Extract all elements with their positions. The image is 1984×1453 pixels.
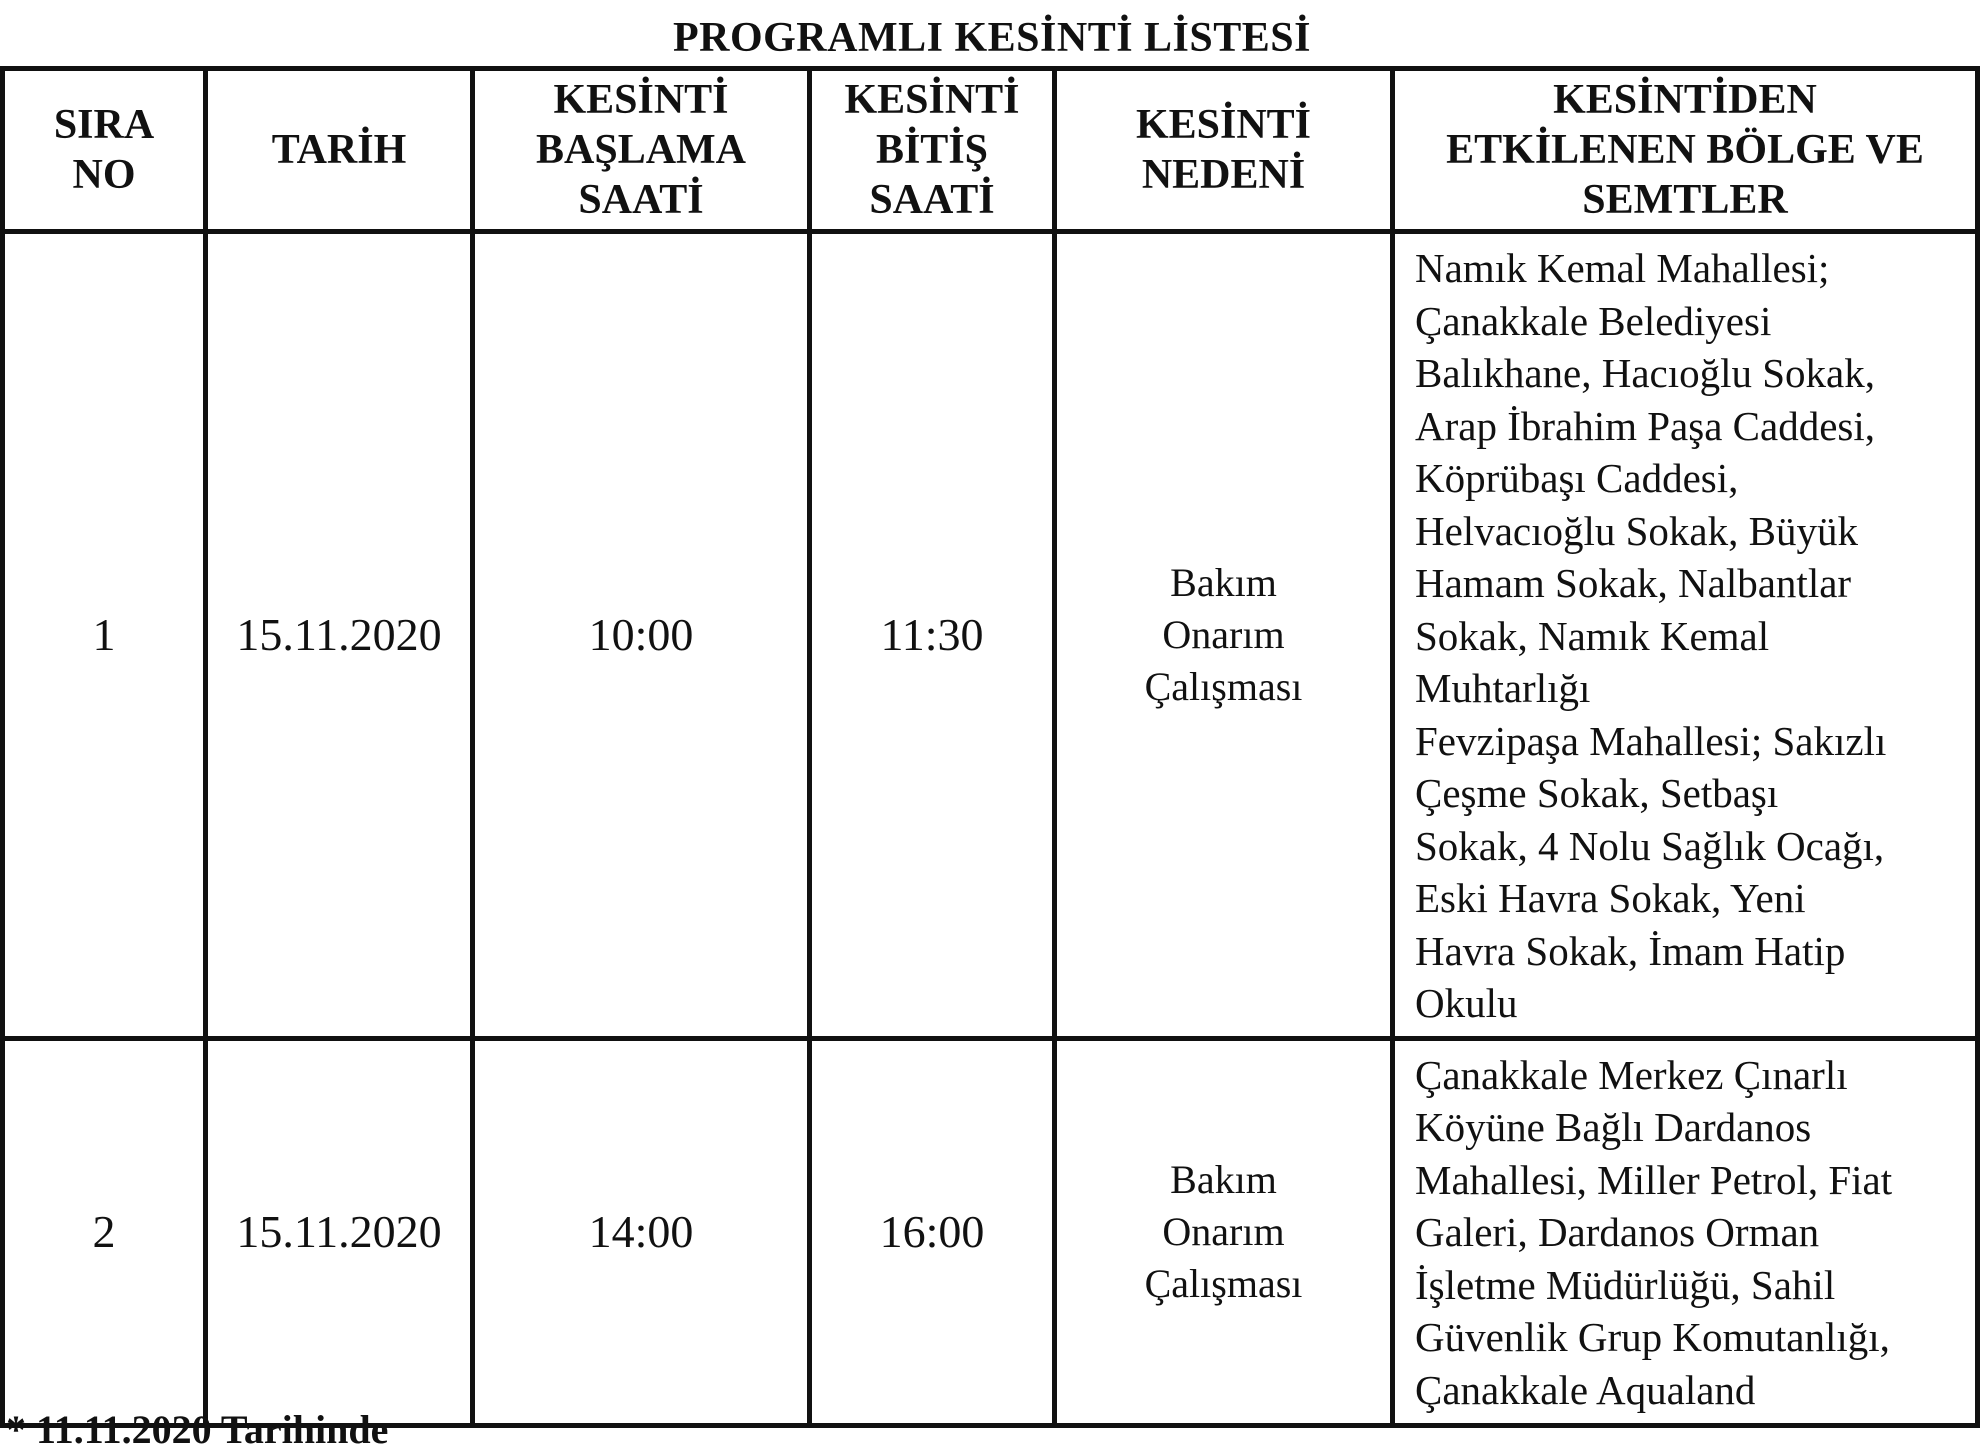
affected-areas-cell: Namık Kemal Mahallesi; Çanakkale Belediyesi Balıkhane, Hacıoğlu Sokak, Arap İbrahim Paşa Caddesi, Köprübaşı Caddesi, Helvacıoğlu Sokak, Büyük Hamam Sokak, Nalbantlar Sokak, Namık Kemal Muhtarlığı Fevzipaşa Mahallesi; Sakızlı Çeşme Sokak, Setbaşı Sokak, 4 Nolu Sağlık Ocağı, Eski Havra Sokak, Yeni Havra Sokak, İmam Hatip Okulu <box>1393 232 1978 1039</box>
reason-cell: Bakım Onarım Çalışması <box>1055 232 1393 1039</box>
header-row-number: SIRA NO <box>3 69 206 232</box>
row-number-cell: 2 <box>3 1038 206 1425</box>
header-reason: KESİNTİ NEDENİ <box>1055 69 1393 232</box>
footnote-text: * 11.11.2020 Tarihinde <box>6 1407 389 1452</box>
end-time-cell: 11:30 <box>810 232 1055 1039</box>
start-time-cell: 10:00 <box>473 232 810 1039</box>
outage-schedule-table <box>0 66 1980 1428</box>
table-row <box>3 1038 1978 1425</box>
footnote <box>6 1407 388 1453</box>
date-cell: 15.11.2020 <box>206 232 473 1039</box>
header-end-time: KESİNTİ BİTİŞ SAATİ <box>810 69 1055 232</box>
start-time-cell: 14:00 <box>473 1038 810 1425</box>
header-affected-areas: KESİNTİDEN ETKİLENEN BÖLGE VE SEMTLER <box>1393 69 1978 232</box>
page-title: PROGRAMLI KESİNTİ LİSTESİ <box>672 15 1311 61</box>
table-row <box>3 232 1978 1039</box>
header-start-time: KESİNTİ BAŞLAMA SAATİ <box>473 69 810 232</box>
affected-areas-cell: Çanakkale Merkez Çınarlı Köyüne Bağlı Dardanos Mahallesi, Miller Petrol, Fiat Galeri, Dardanos Orman İşletme Müdürlüğü, Sahil Güvenlik Grup Komutanlığı, Çanakkale Aqualand <box>1393 1038 1978 1425</box>
reason-cell: Bakım Onarım Çalışması <box>1055 1038 1393 1425</box>
date-cell: 15.11.2020 <box>206 1038 473 1425</box>
row-number-cell: 1 <box>3 232 206 1039</box>
end-time-cell: 16:00 <box>810 1038 1055 1425</box>
header-date: TARİH <box>206 69 473 232</box>
table-header-row <box>3 69 1978 232</box>
